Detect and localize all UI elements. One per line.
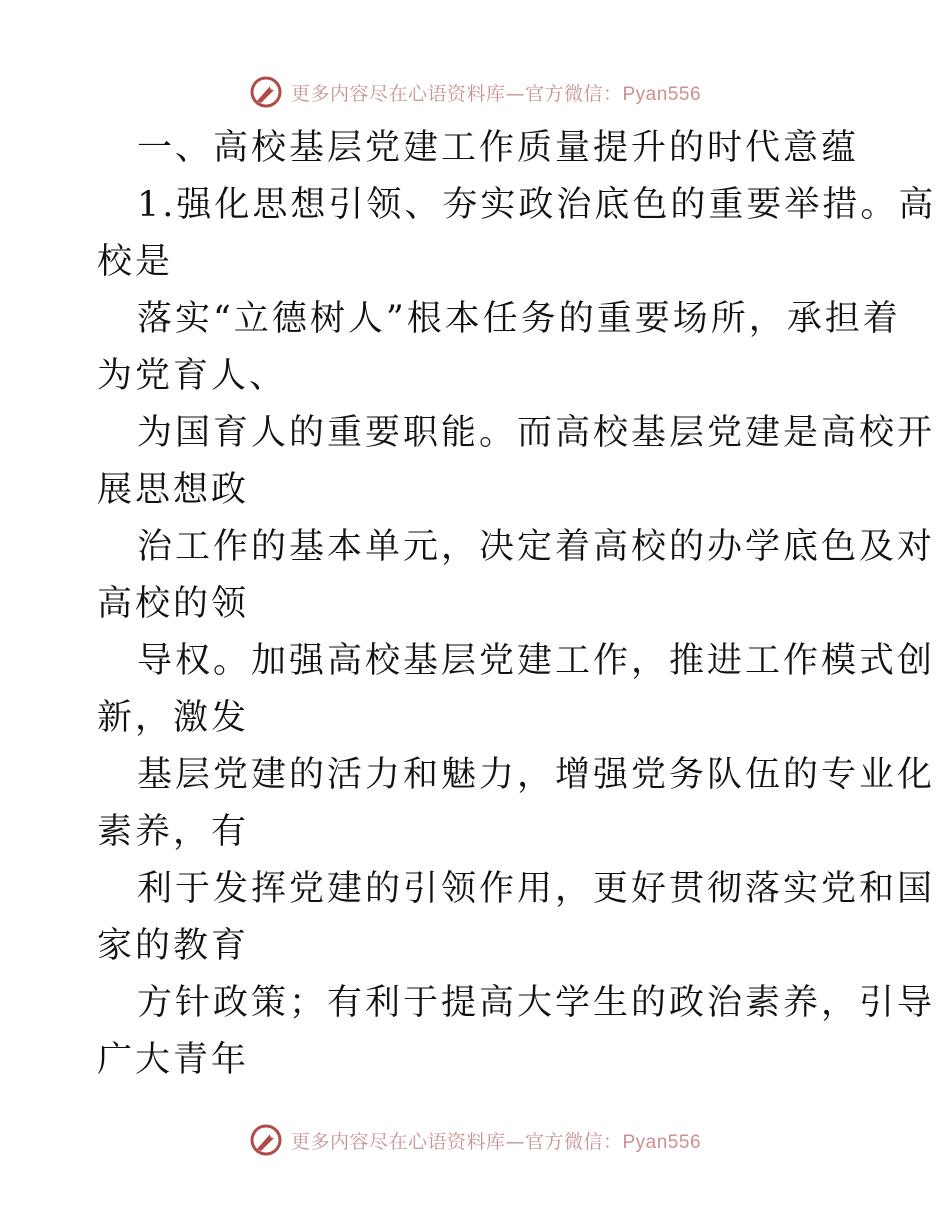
paragraph-line: 1.强化思想引领、夯实政治底色的重要举措。高 [137,185,937,225]
paragraph-line: 导权。加强高校基层党建工作，推进工作模式创 [137,641,936,681]
paragraph-line: 校是 [97,242,174,282]
paragraph-line: 高校的领 [97,584,250,624]
watermark-text: 更多内容尽在心语资料库—官方微信：Pyan556 [290,82,702,105]
paragraph-line: 家的教育 [97,926,250,966]
paragraph-line: 基层党建的活力和魅力，增强党务队伍的专业化 [137,755,936,795]
paragraph-line: 为国育人的重要职能。而高校基层党建是高校开 [137,413,936,453]
paragraph-line: 利于发挥党建的引领作用，更好贯彻落实党和国 [137,869,936,909]
paragraph-line: 治工作的基本单元，决定着高校的办学底色及对 [137,527,936,567]
paragraph-line: 方针政策；有利于提高大学生的政治素养，引导 [137,983,936,1023]
section-heading: 一、高校基层党建工作质量提升的时代意蕴 [137,128,860,168]
footer-watermark [0,1120,950,1160]
watermark-text: 更多内容尽在心语资料库—官方微信：Pyan556 [290,1130,702,1153]
document-body [97,120,937,1089]
paragraph-line: 新，激发 [97,698,250,738]
paragraph-line: 落实“立德树人”根本任务的重要场所，承担着 [137,299,901,339]
paragraph-line: 广大青年 [97,1040,250,1080]
pen-seal-icon [249,75,283,109]
pen-seal-icon [249,1123,283,1157]
paragraph-line: 素养，有 [97,812,250,852]
paragraph-line: 为党育人、 [97,356,288,396]
header-watermark [0,72,950,112]
paragraph-line: 展思想政 [97,470,250,510]
